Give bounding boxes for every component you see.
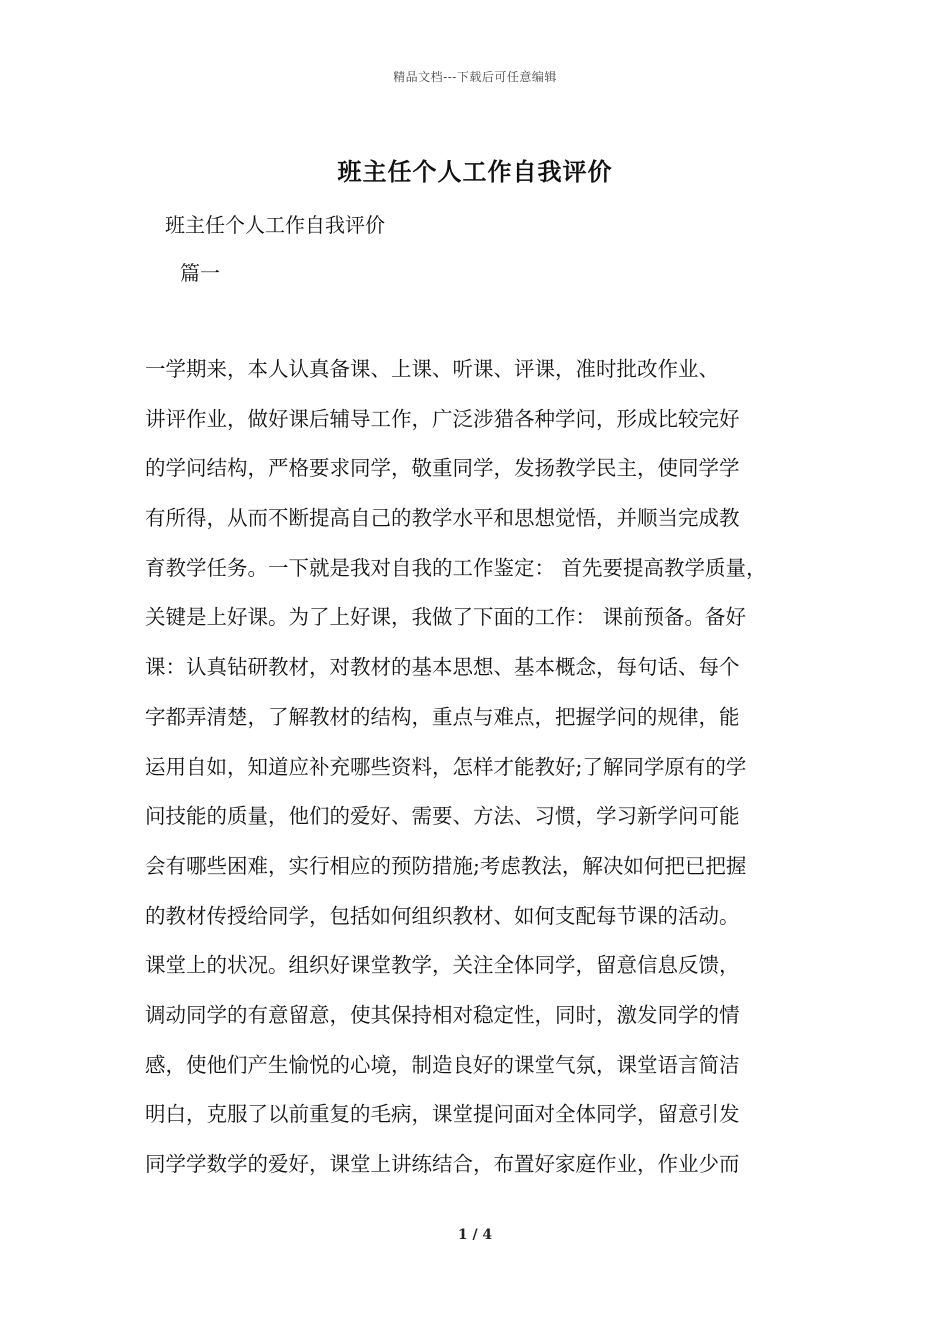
body-line: 关键是上好课。为了上好课，我做了下面的工作： 课前预备。备好 (145, 605, 747, 630)
body-text (145, 345, 835, 1190)
header-note: 精品文档---下载后可任意编辑 (393, 70, 557, 84)
document-title: 班主任个人工作自我评价 (337, 157, 613, 186)
body-line: 育教学任务。一下就是我对自我的工作鉴定： 首先要提高教学质量， (145, 555, 767, 580)
body-line: 的学问结构，严格要求同学，敬重同学，发扬教学民主，使同学学 (145, 456, 740, 481)
body-line: 课：认真钻研教材，对教材的基本思想、基本概念，每句话、每个 (145, 655, 740, 680)
body-line: 课堂上的状况。组织好课堂教学，关注全体同学，留意信息反馈， (145, 953, 740, 978)
body-line: 有所得，从而不断提高自己的教学水平和思想觉悟，并顺当完成教 (145, 506, 740, 531)
body-line: 的教材传授给同学，包括如何组织教材、如何支配每节课的活动。 (145, 903, 740, 928)
body-line: 同学学数学的爱好，课堂上讲练结合，布置好家庭作业，作业少而 (145, 1152, 740, 1176)
body-line: 问技能的质量，他们的爱好、需要、方法、习惯，学习新学问可能 (145, 804, 740, 829)
body-line: 字都弄清楚，了解教材的结构，重点与难点，把握学问的规律，能 (145, 704, 740, 729)
body-line: 明白，克服了以前重复的毛病，课堂提问面对全体同学，留意引发 (145, 1102, 740, 1127)
document-subtitle: 班主任个人工作自我评价 (165, 213, 385, 237)
body-line: 调动同学的有意留意，使其保持相对稳定性，同时，激发同学的情 (145, 1002, 740, 1027)
body-line: 讲评作业，做好课后辅导工作，广泛涉猎各种学问，形成比较完好 (145, 406, 740, 431)
body-line: 运用自如，知道应补充哪些资料，怎样才能教好;了解同学原有的学 (145, 754, 747, 779)
section-label: 篇一 (180, 261, 220, 285)
body-line: 一学期来，本人认真备课、上课、听课、评课，准时批改作业、 (145, 357, 719, 381)
body-line: 感，使他们产生愉悦的心境，制造良好的课堂气氛，课堂语言简洁 (145, 1052, 740, 1077)
page-number: 1 / 4 (457, 1227, 493, 1243)
body-line: 会有哪些困难，实行相应的预防措施;考虑教法，解决如何把已把握 (145, 853, 747, 878)
